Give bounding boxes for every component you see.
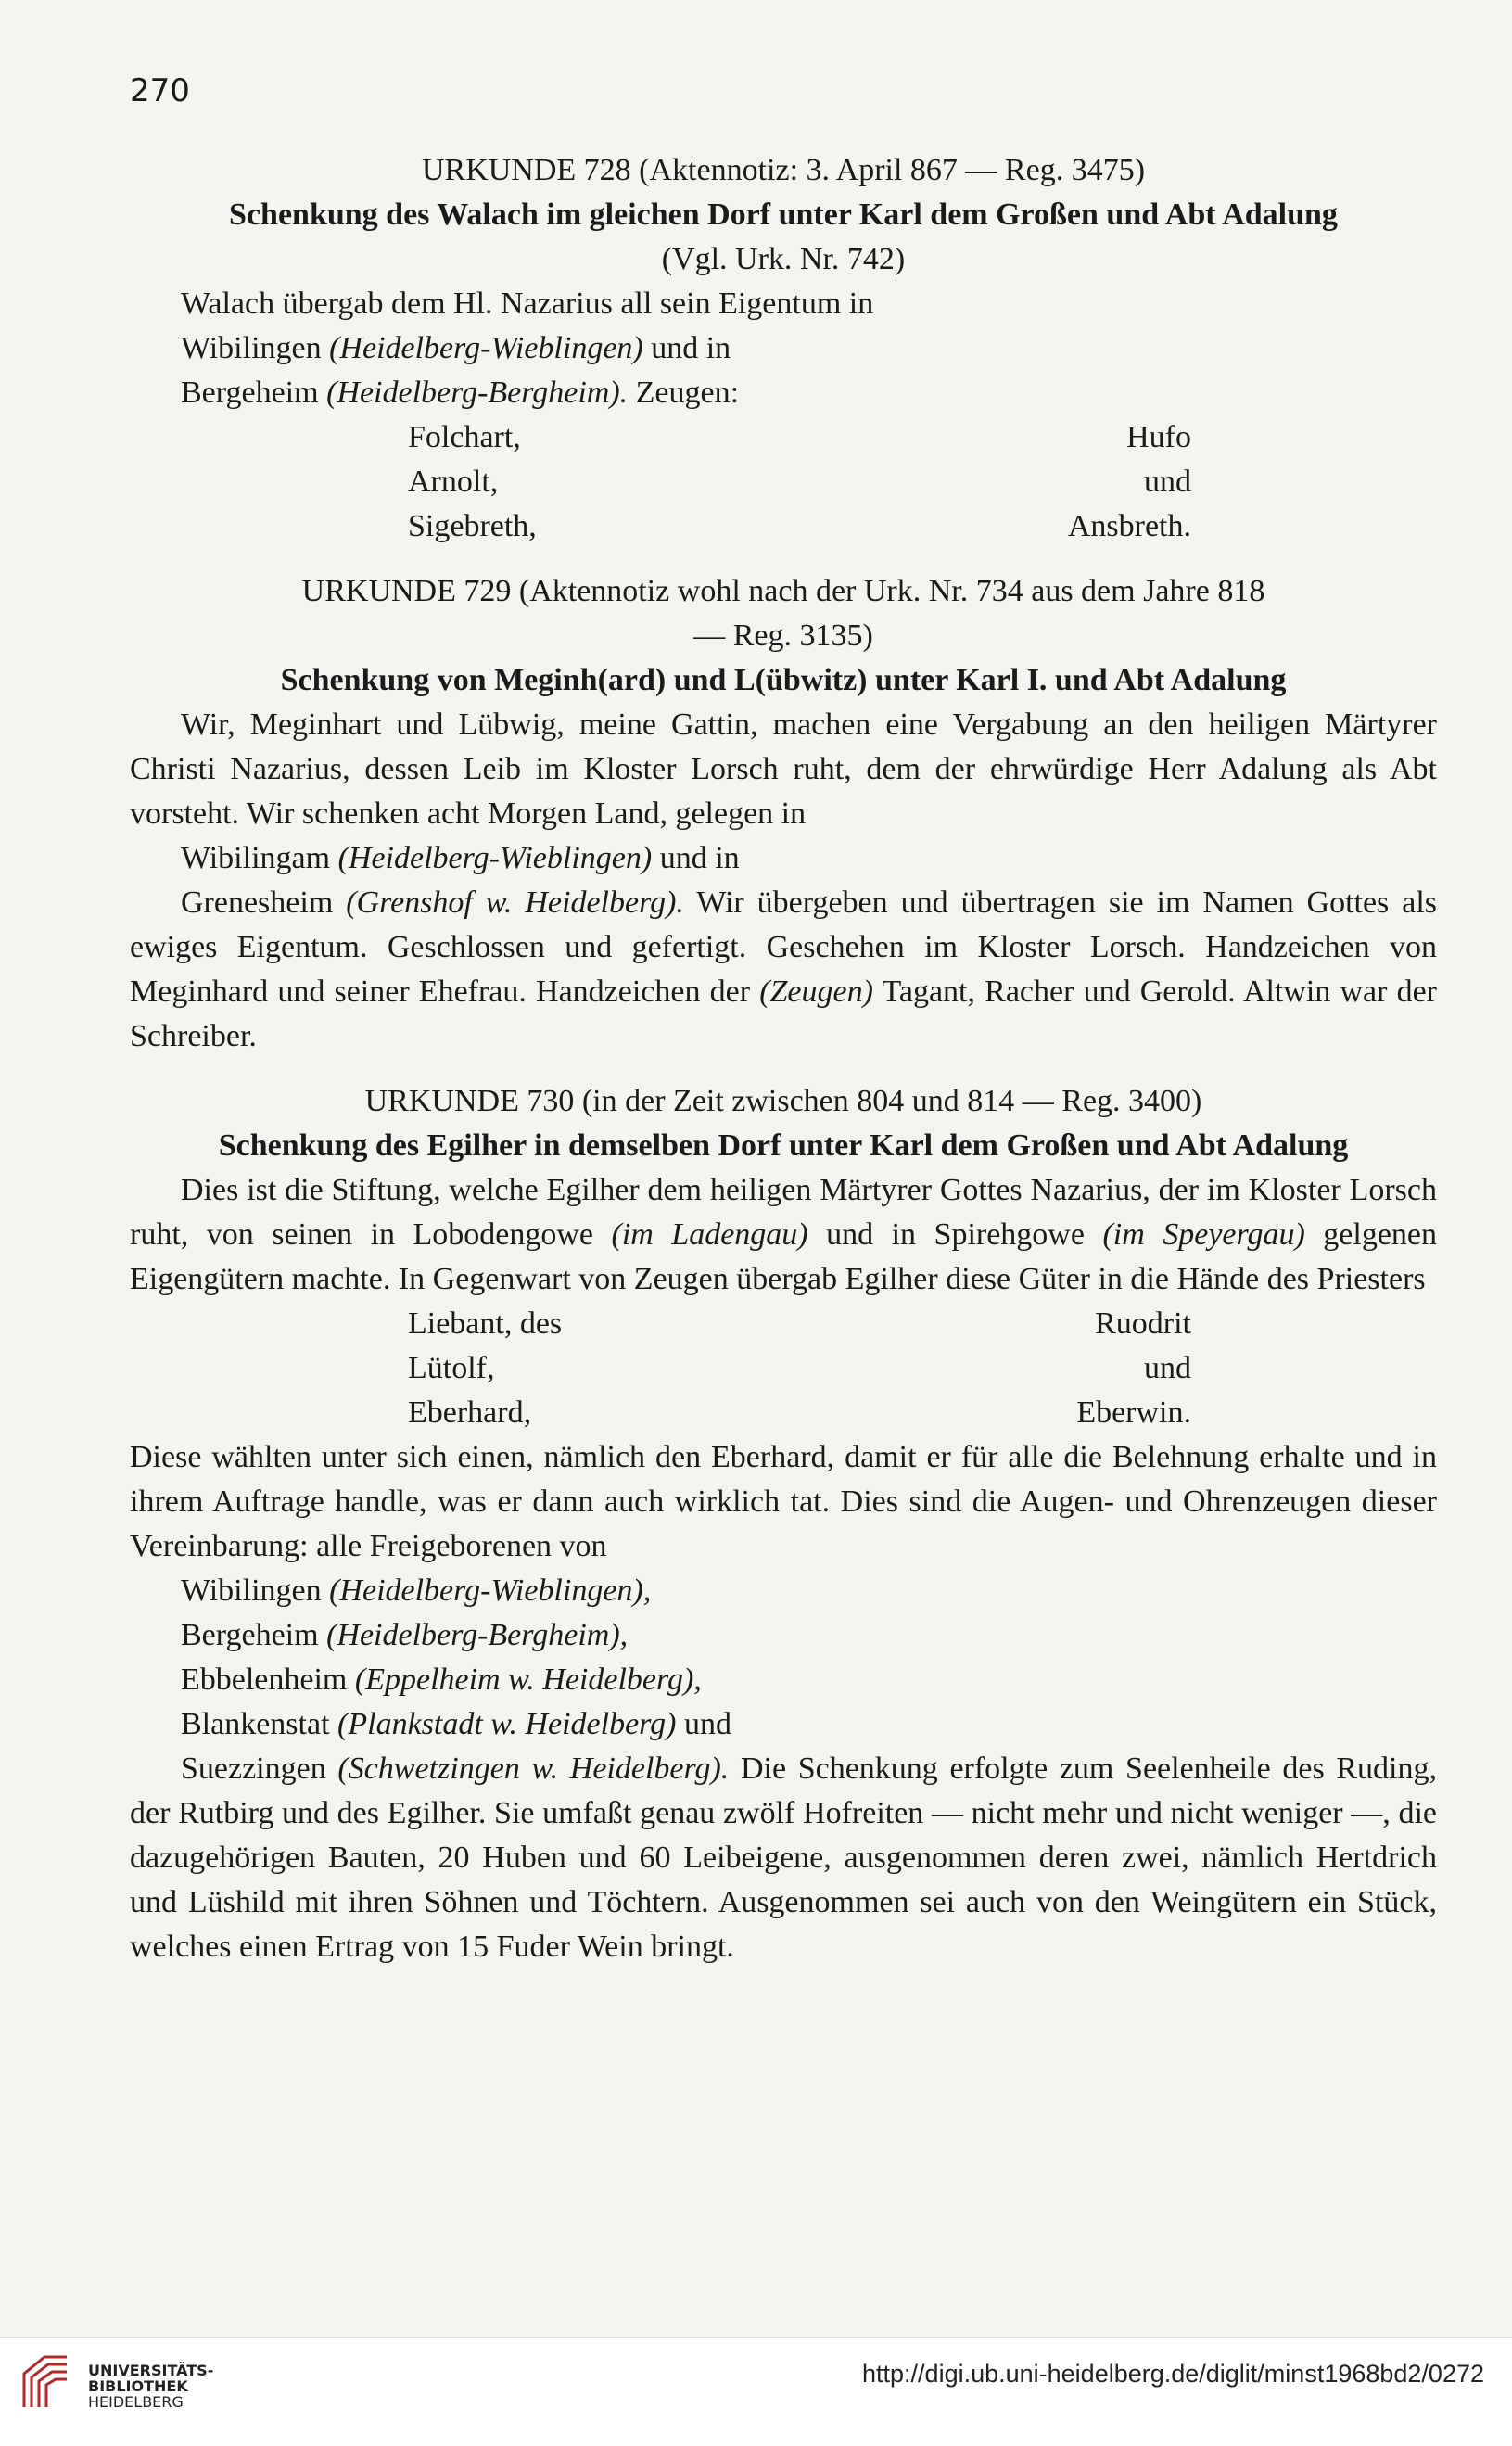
witness-row: Liebant, des Ruodrit [408,1306,1191,1341]
witness-row: Eberhard, Eberwin. [408,1395,1191,1430]
u730-paragraph-1: Dies ist die Stiftung, welche Egilher dem heiligen Märtyrer Gottes Nazarius, der im Kloster Lorsch ruht, von seinen in Lobodengowe (im Ladengau) und in Spirehgowe (im Speyergau) gelgenen Eigengütern machte. In Gegenwart von Zeugen übergab Egilher diese Güter in die Hände des Priesters [130,1173,1438,1296]
place-annotation: (Grenshof w. Heidelberg). [346,885,684,920]
library-logo-text: UNIVERSITÄTS- BIBLIOTHEK HEIDELBERG [88,2362,214,2411]
u728-line-2: Wibilingen (Heidelberg-Wieblingen) und in [181,331,731,365]
u728-heading: URKUNDE 728 (Aktennotiz: 3. April 867 — Reg. 3475) [421,153,1146,187]
u730-place-3: Ebbelenheim (Eppelheim w. Heidelberg), [181,1663,702,1697]
u730-place-1: Wibilingen (Heidelberg-Wieblingen), [181,1573,652,1608]
u730-paragraph-3: Suezzingen (Schwetzingen w. Heidelberg). Die Schenkung erfolgte zum Seelenheile des Ruding, der Rutbirg und des Egilher. Sie umfaßt genau zwölf Hofreiten — nicht mehr und nicht weniger —, die dazugehörigen Bauten, 20 Huben und 60 Leibeigene, ausgenommen deren zwei, nämlich Hertdrich und Lüshild mit ihren Söhnen und Töchtern. Ausgenommen sei auch von den Weingütern ein Stück, welches einen Ertrag von 15 Fuder Wein bringt. [130,1752,1438,1964]
u730-paragraph-2: Diese wählten unter sich einen, nämlich den Eberhard, damit er für alle die Belehnung erhalte und in ihrem Auftrage handle, was er dann auch wirklich tat. Dies sind die Augen- und Ohrenzeugen dieser Vereinbarung: alle Freigeborenen von [130,1440,1437,1563]
library-logo-icon [17,2353,74,2411]
u729-line-1: Wibilingam (Heidelberg-Wieblingen) und in [181,841,740,875]
u728-line-3: Bergeheim (Heidelberg-Bergheim). Zeugen: [181,376,740,410]
u730-heading: URKUNDE 730 (in der Zeit zwischen 804 und 814 — Reg. 3400) [364,1084,1202,1118]
source-url-link[interactable]: http://digi.ub.uni-heidelberg.de/diglit/minst1968bd2/0272 [862,2360,1484,2388]
u730-place-2: Bergeheim (Heidelberg-Bergheim), [181,1618,629,1652]
witness-row: Sigebreth, Ansbreth. [408,509,1191,543]
witness-row: Lütolf, und [408,1351,1191,1385]
u729-paragraph-2: Grenesheim (Grenshof w. Heidelberg). Wir übergeben und übertragen sie im Namen Gottes als ewiges Eigentum. Geschlossen und gefertigt. Geschehen im Kloster Lorsch. Handzeichen von Meginhard und seiner Ehefrau. Handzeichen der (Zeugen) Tagant, Racher und Gerold. Altwin war der Schreiber. [130,885,1438,1053]
u728-reference: (Vgl. Urk. Nr. 742) [661,242,906,276]
page-content [130,148,1437,1969]
u728-line-1: Walach übergab dem Hl. Nazarius all sein Eigentum in [181,287,874,321]
witness-row: Arnolt, und [408,465,1191,499]
place-annotation: (Heidelberg-Wieblingen) [329,331,643,365]
u729-heading-line-2: — Reg. 3135) [693,618,873,653]
u730-place-4: Blankenstat (Plankstadt w. Heidelberg) und [181,1707,731,1741]
u728-title: Schenkung des Walach im gleichen Dorf unter Karl dem Großen und Abt Adalung [229,197,1338,232]
page-number: 270 [130,72,190,109]
u729-paragraph-1: Wir, Meginhart und Lübwig, meine Gattin, machen eine Vergabung an den heiligen Märtyrer Christi Nazarius, dessen Leib im Kloster Lorsch ruht, dem der ehrwürdige Herr Adalung als Abt vorsteht. Wir schenken acht Morgen Land, gelegen in [130,707,1437,831]
footer-bar [0,2337,1512,2446]
place-annotation: (Heidelberg-Bergheim). [326,376,629,410]
u729-title: Schenkung von Meginh(ard) und L(übwitz) unter Karl I. und Abt Adalung [280,663,1287,697]
u729-heading-line-1: URKUNDE 729 (Aktennotiz wohl nach der Urk. Nr. 734 aus dem Jahre 818 [301,574,1265,608]
place-annotation: (Heidelberg-Wieblingen) [337,841,653,875]
u730-title: Schenkung des Egilher in demselben Dorf unter Karl dem Großen und Abt Adalung [218,1128,1349,1163]
witness-row: Folchart, Hufo [408,420,1191,454]
